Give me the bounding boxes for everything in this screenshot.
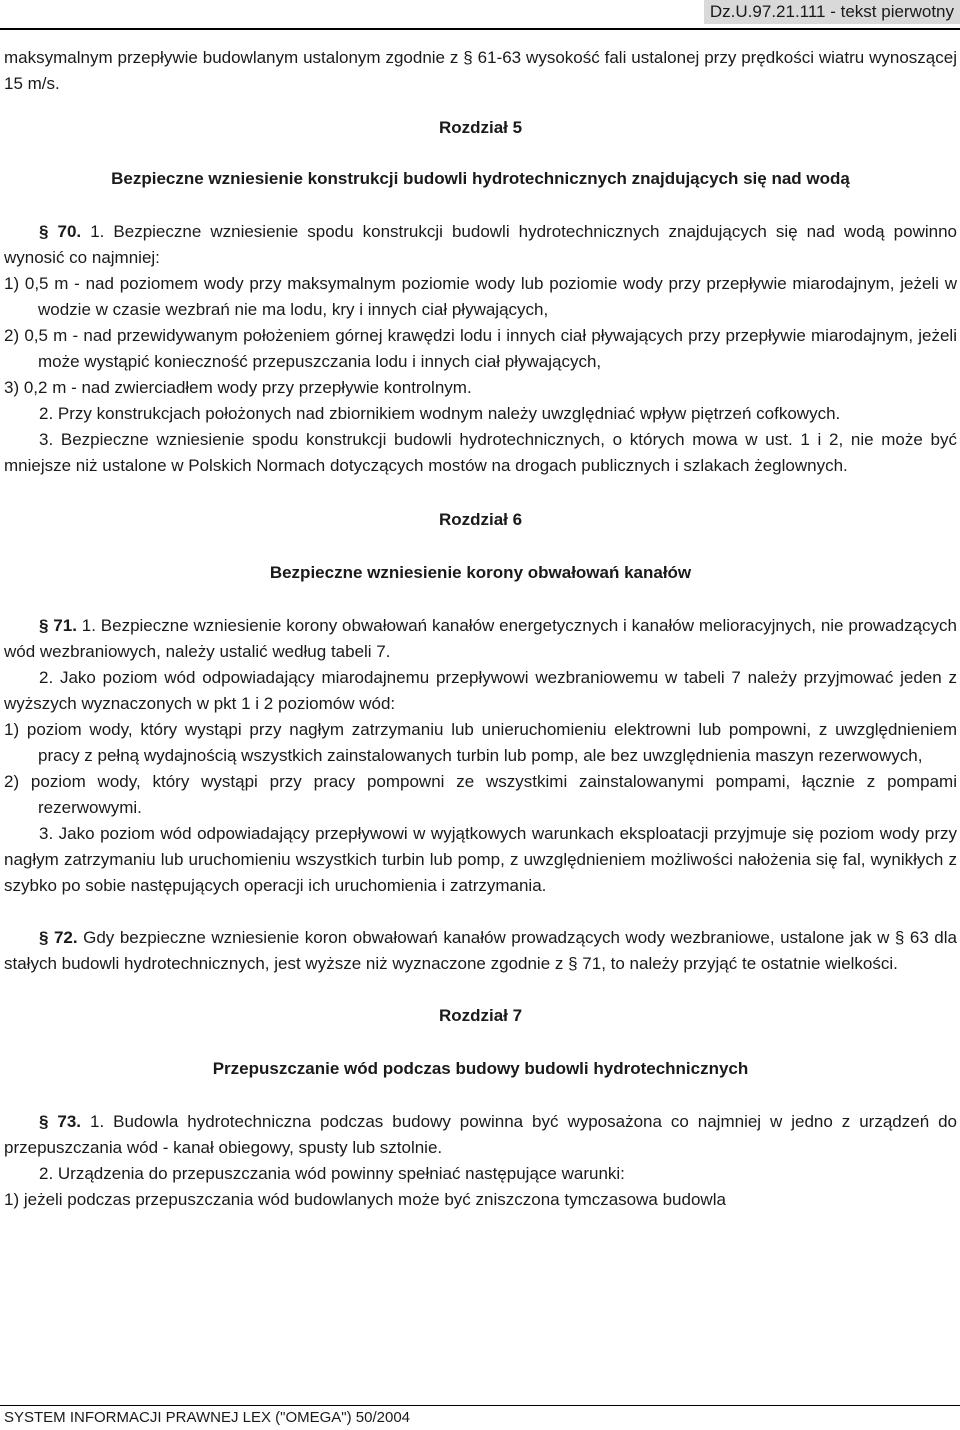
section-73-para-2: 2. Urządzenia do przepuszczania wód powinny spełniać następujące warunki: <box>39 1164 625 1183</box>
section-72-number: § 72. <box>39 928 78 947</box>
section-70-para-3: 3. Bezpieczne wzniesienie spodu konstrukcji budowli hydrotechnicznych, o których mowa w ust. 1 i 2, nie może być mniejsze niż ustalone w Polskich Normach dotyczących mostów na drogach publicznych i szlakach żeglownych. <box>4 430 957 475</box>
section-70-para-1: § 70. 1. Bezpieczne wzniesienie spodu konstrukcji budowli hydrotechnicznych znajdujących się nad wodą powinno wynosić co najmniej: <box>4 222 958 267</box>
section-71-para-3: 3. Jako poziom wód odpowiadający przepływowi w wyjątkowych warunkach eksploatacji przyjmuje się poziom wody przy nagłym zatrzymaniu lub uruchomieniu wszystkich turbin lub pomp, z uwzględnieniem możliwości nałożenia się fal, wynikłych z szybko po sobie następujących operacji ich uruchomienia i zatrzymania. <box>4 824 957 895</box>
section-70-item-3: 3) 0,2 m - nad zwierciadłem wody przy przepływie kontrolnym. <box>4 378 472 397</box>
document-body <box>4 45 957 1213</box>
section-71-item-1: 1) poziom wody, który wystąpi przy nagłym zatrzymaniu lub unieruchomieniu elektrowni lub pompowni, z uwzględnieniem pracy z pełną wydajnością wszystkich zainstalowanych turbin lub pomp, ale bez uwzględnienia maszyn rezerwowych, <box>4 720 957 765</box>
chapter-7-title: Rozdział 7 <box>438 1006 523 1025</box>
chapter-6-subtitle: Bezpieczne wzniesienie korony obwałowań kanałów <box>269 563 692 582</box>
section-73-para-1: § 73. 1. Budowla hydrotechniczna podczas budowy powinna być wyposażona co najmniej w jedno z urządzeń do przepuszczania wód - kanał obiegowy, spusty lub sztolnie. <box>4 1112 957 1157</box>
section-70-item-2: 2) 0,5 m - nad przewidywanym położeniem górnej krawędzi lodu i innych ciał pływających przy przepływie miarodajnym, jeżeli może wystąpić konieczność przepuszczania lodu i innych ciał pływających, <box>4 326 957 371</box>
intro-paragraph: maksymalnym przepływie budowlanym ustalonym zgodnie z § 61-63 wysokość fali ustalonej przy prędkości wiatru wynoszącej 15 m/s. <box>4 48 957 93</box>
section-71-para-2: 2. Jako poziom wód odpowiadający miarodajnemu przepływowi wezbraniowemu w tabeli 7 należy przyjmować jeden z wyższych wyznaczonych w pkt 1 i 2 poziomów wód: <box>4 668 957 713</box>
footer-rule <box>0 1405 960 1406</box>
section-71-number: § 71. <box>39 616 77 635</box>
document-id-header: Dz.U.97.21.111 - tekst pierwotny <box>704 0 960 24</box>
chapter-6-title: Rozdział 6 <box>438 510 523 529</box>
section-72-para: § 72. Gdy bezpieczne wzniesienie koron obwałowań kanałów prowadzących wody wezbraniowe, ustalone jak w § 63 dla stałych budowli hydrotechnicznych, jest wyższe niż wyznaczone zgodnie z § 71, to należy przyjąć te ostatnie wielkości. <box>4 928 957 973</box>
section-70-number: § 70. <box>39 222 82 241</box>
chapter-7-subtitle: Przepuszczanie wód podczas budowy budowli hydrotechnicznych <box>212 1059 749 1078</box>
section-73-number: § 73. <box>39 1112 82 1131</box>
chapter-5-title: Rozdział 5 <box>438 118 523 137</box>
section-70-item-1: 1) 0,5 m - nad poziomem wody przy maksymalnym poziomie wody lub poziomie wody przy przepływie miarodajnym, jeżeli w wodzie w czasie wezbrań nie ma lodu, kry i innych ciał pływających, <box>4 274 957 319</box>
section-73-item-1: 1) jeżeli podczas przepuszczania wód budowlanych może być zniszczona tymczasowa budowla <box>4 1190 726 1209</box>
section-71-item-2: 2) poziom wody, który wystąpi przy pracy pompowni ze wszystkimi zainstalowanymi pompami, łącznie z pompami rezerwowymi. <box>4 772 957 817</box>
section-70-para-2: 2. Przy konstrukcjach położonych nad zbiornikiem wodnym należy uwzględniać wpływ piętrzeń cofkowych. <box>39 404 841 423</box>
section-71-para-1: § 71. 1. Bezpieczne wzniesienie korony obwałowań kanałów energetycznych i kanałów melioracyjnych, nie prowadzących wód wezbraniowych, należy ustalić według tabeli 7. <box>4 616 958 661</box>
footer-source: SYSTEM INFORMACJI PRAWNEJ LEX ("OMEGA") 50/2004 <box>4 1409 411 1426</box>
chapter-5-subtitle: Bezpieczne wzniesienie konstrukcji budowli hydrotechnicznych znajdujących się nad wodą <box>111 169 850 188</box>
header-rule <box>0 28 960 30</box>
